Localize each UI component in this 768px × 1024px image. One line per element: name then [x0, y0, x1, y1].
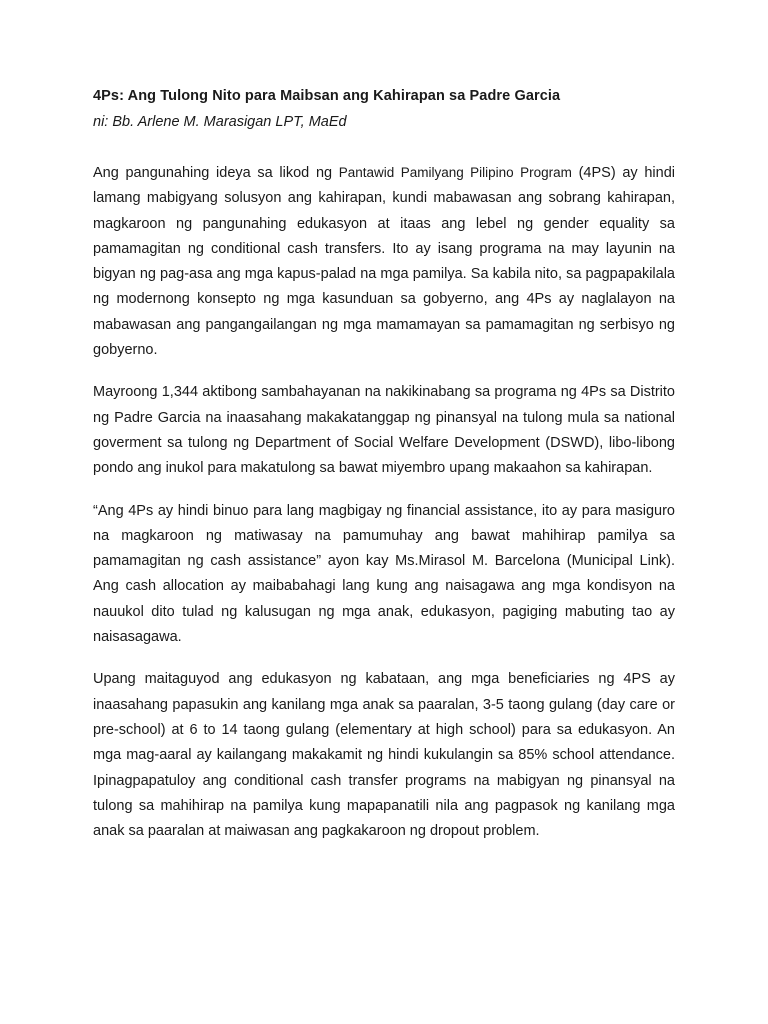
program-name: Pantawid Pamilyang Pilipino Program — [338, 165, 572, 180]
paragraph-2: Mayroong 1,344 aktibong sambahayanan na nakikinabang sa programa ng 4Ps sa Distrito ng Padre Garcia na inaasahang makakatanggap ng pinansyal na tulong mula sa national goverment sa tulong ng Department of Social Welfare Development (DSWD), libo-libong pondo ang inukol para makatulong sa bawat miyembro upang makaahon sa kahirapan. — [93, 384, 675, 477]
paragraph-3: “Ang 4Ps ay hindi binuo para lang magbigay ng financial assistance, ito ay para masiguro na magkaroon ng matiwasay na pamumuhay ang bawat mahihirap pamilya sa pamamagitan ng cash assistance” ayon kay Ms.Mirasol M. Barcelona (Municipal Link). Ang cash allocation ay maibabahagi lang kung ang naisagawa ang mga kondisyon na nauukol dito tulad ng kalusugan ng mga anak, edukasyon, pagiging mabuting tao ay naisasagawa. — [93, 502, 675, 646]
article-title: 4Ps: Ang Tulong Nito para Maibsan ang Kahirapan sa Padre Garcia — [93, 88, 561, 104]
paragraph-1 — [93, 160, 675, 363]
article-byline: ni: Bb. Arlene M. Marasigan LPT, MaEd — [93, 114, 347, 130]
paragraph-1-intro: Ang pangunahing ideya sa likod ng — [93, 165, 339, 181]
article-body — [93, 160, 675, 844]
paragraph-4: Upang maitaguyod ang edukasyon ng kabataan, ang mga beneficiaries ng 4PS ay inaasahang papasukin ang kanilang mga anak sa paaralan, 3-5 taong gulang (day care or pre-school) at 6 to 14 taong gulang (elementary at high school) para sa edukasyon. An mga mag-aaral ay kailangang makakamit ng hindi kukulangin sa 85% school attendance. Ipinagpapatuloy ang conditional cash transfer programs na mabigyan ng pinansyal na tulong sa mahihirap na pamilya kung mapapanatili nila ang pagpasok ng kanilang mga anak sa paaralan at maiwasan ang pagkakaroon ng dropout problem. — [93, 671, 675, 840]
paragraph-1-rest: (4PS) ay hindi lamang mabigyang solusyon ang kahirapan, kundi mabawasan ang sobrang kahirapan, magkaroon ng pangunahing edukasyon at itaas ang lebel ng gender equality sa pamamagitan ng conditional cash transfers. Ito ay isang programa na may layunin na bigyan ng pag-asa ang mga kapus-palad na mga pamilya. Sa kabila nito, sa pagpapakilala ng modernong konsepto ng mga kasunduan sa gobyerno, ang 4Ps ay naglalayon na mabawasan ang pangangailangan ng mga mamamayan sa pamamagitan ng serbisyo ng gobyerno. — [93, 165, 675, 359]
